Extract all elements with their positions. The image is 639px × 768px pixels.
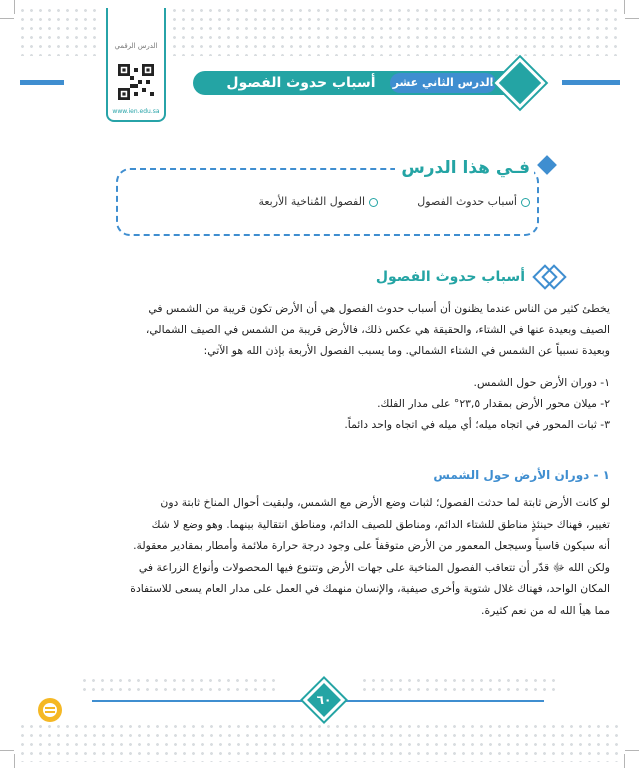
crop-mark xyxy=(14,0,15,14)
section2-body xyxy=(100,492,610,621)
footer-line-left xyxy=(92,700,304,702)
section-diamond-icon xyxy=(537,155,557,175)
dot-pattern-footer-right xyxy=(360,676,560,692)
section-heading: أسباب حدوث الفصول xyxy=(375,269,525,285)
paragraph-line: ولكن الله ﷻ قدّر أن تتعاقب الفصول المناخية على جهات الأرض وتتنوع فيها المحصولات وأنواع الزراعة في xyxy=(138,560,610,574)
lesson-title: أسباب حدوث الفصول المناخية xyxy=(226,75,376,111)
crop-mark xyxy=(624,0,625,14)
list-item: ٢- ميلان محور الأرض بمقدار ٢٣,٥° على مدار الفلك. xyxy=(377,397,610,410)
crop-mark xyxy=(624,754,625,768)
paragraph-line: تغيير، فهناك حينئذٍ مناطق للشتاء الدائم، ومناطق للصيف الدائم، ومناطق انتقالية بينهما. وهو وضع لا شك xyxy=(151,517,610,531)
paragraph-line: المكان الواحد، فهناك غلال شتوية وأخرى صيفية، والإنسان منهمك في العمل على مدار العام يسعى للاستفادة xyxy=(130,582,610,595)
page-number: ٦٠ xyxy=(316,693,332,707)
footer-line-right xyxy=(344,700,544,702)
crop-mark xyxy=(14,754,15,768)
crop-mark xyxy=(625,750,639,751)
bullet-ring-icon xyxy=(521,198,530,207)
subsection-heading: ١ - دوران الأرض حول الشمس xyxy=(433,468,610,482)
header-accent-bar-left xyxy=(20,80,64,85)
crop-mark xyxy=(625,18,639,19)
section1-intro xyxy=(100,298,610,361)
dot-pattern-footer-left xyxy=(80,676,280,692)
in-this-lesson-title: فـي هذا الدرس xyxy=(395,155,534,181)
section1-list xyxy=(100,372,610,435)
paragraph-line: وبعيدة نسبياً عن الشمس في الشتاء الشمالي. وما يسبب الفصول الأربعة بإذن الله هو الآتي: xyxy=(203,344,610,357)
objective-text: الفصول المُناخية الأربعة xyxy=(258,195,365,208)
publisher-logo-icon xyxy=(36,696,64,724)
qr-label: الدرس الرقمي xyxy=(114,42,158,50)
qr-code-icon[interactable] xyxy=(118,64,154,100)
paragraph-line: لو كانت الأرض ثابتة لما حدثت الفصول؛ لثبات وضع الأرض مع الشمس، ولبقيت أحوال المناخ ثابتة دون xyxy=(160,496,610,509)
objective-item xyxy=(380,193,530,211)
objective-text: أسباب حدوث الفصول xyxy=(417,195,517,208)
paragraph-line: أنه سيكون قاسياً وسيجعل المعمور من الأرض متوقفاً على وجود درجة حرارة ملائمة وأمطار بمقادير معقولة. xyxy=(133,539,610,552)
paragraph-line: يخطئ كثير من الناس عندما يظنون أن أسباب حدوث الفصول هي أن الأرض تكون قريبة من الشمس في xyxy=(148,302,610,315)
objective-item xyxy=(210,193,378,211)
dot-pattern-top-left xyxy=(18,6,98,56)
crop-mark xyxy=(0,750,14,751)
lesson-number-badge: الدرس الثاني عشر xyxy=(390,73,496,93)
header-diamond-icon xyxy=(495,58,546,109)
list-item: ١- دوران الأرض حول الشمس. xyxy=(473,376,610,389)
crop-mark xyxy=(0,18,14,19)
qr-url[interactable]: www.ien.edu.sa xyxy=(112,108,160,115)
list-item: ٣- ثبات المحور في اتجاه ميله؛ أي ميله في اتجاه واحد دائماً. xyxy=(344,418,610,431)
bullet-ring-icon xyxy=(369,198,378,207)
digital-lesson-qr-card[interactable] xyxy=(106,8,166,122)
header-accent-bar-right xyxy=(562,80,620,85)
dot-pattern-bottom xyxy=(18,722,620,762)
paragraph-line: الصيف وبعيدة عنها في الشتاء، والحقيقة هي عكس ذلك، فالأرض قريبة من الشمس في الصيف الشمالي، xyxy=(145,323,610,336)
paragraph-line: مما هيأ الله له من نعم كثيرة. xyxy=(481,603,610,617)
dot-pattern-top xyxy=(170,6,620,56)
